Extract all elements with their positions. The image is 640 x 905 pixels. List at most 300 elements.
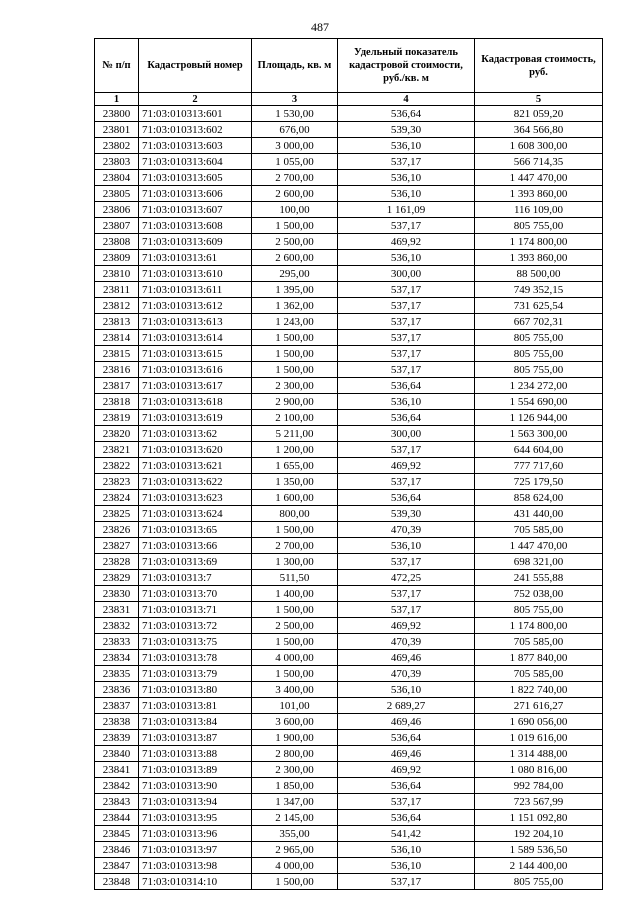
table-row [95, 474, 603, 490]
table-row [95, 106, 603, 122]
cadastral-number-cell: 71:03:010313:75 [139, 634, 252, 650]
cadastral-number-cell: 71:03:010313:98 [139, 858, 252, 874]
cadastral-value-cell: 1 822 740,00 [475, 682, 603, 698]
cadastral-value-cell: 749 352,15 [475, 282, 603, 298]
row-number-cell: 23826 [95, 522, 139, 538]
unit-value-cell: 469,46 [338, 650, 475, 666]
row-number-cell: 23845 [95, 826, 139, 842]
unit-value-cell: 470,39 [338, 522, 475, 538]
cadastral-number-cell: 71:03:010313:622 [139, 474, 252, 490]
cadastral-number-cell: 71:03:010313:7 [139, 570, 252, 586]
table-row [95, 346, 603, 362]
row-number-cell: 23811 [95, 282, 139, 298]
cadastral-number-cell: 71:03:010313:607 [139, 202, 252, 218]
unit-value-cell: 537,17 [338, 362, 475, 378]
cadastral-number-cell: 71:03:010313:84 [139, 714, 252, 730]
row-number-cell: 23839 [95, 730, 139, 746]
cadastral-value-cell: 805 755,00 [475, 362, 603, 378]
cadastral-number-cell: 71:03:010313:81 [139, 698, 252, 714]
table-row [95, 202, 603, 218]
table-row [95, 218, 603, 234]
table-row [95, 442, 603, 458]
unit-value-cell: 537,17 [338, 794, 475, 810]
cadastral-number-cell: 71:03:010313:69 [139, 554, 252, 570]
cadastre-table [94, 38, 603, 890]
area-cell: 2 900,00 [252, 394, 338, 410]
unit-value-cell: 536,10 [338, 682, 475, 698]
cadastral-value-cell: 777 717,60 [475, 458, 603, 474]
area-cell: 2 100,00 [252, 410, 338, 426]
cadastral-value-cell: 644 604,00 [475, 442, 603, 458]
area-cell: 2 800,00 [252, 746, 338, 762]
row-number-cell: 23819 [95, 410, 139, 426]
table-row [95, 602, 603, 618]
table-body [95, 106, 603, 890]
row-number-cell: 23843 [95, 794, 139, 810]
cadastral-number-cell: 71:03:010313:624 [139, 506, 252, 522]
table-row [95, 858, 603, 874]
cadastral-value-cell: 1 080 816,00 [475, 762, 603, 778]
cadastral-number-cell: 71:03:010313:71 [139, 602, 252, 618]
unit-value-cell: 469,92 [338, 234, 475, 250]
row-number-cell: 23807 [95, 218, 139, 234]
area-cell: 1 530,00 [252, 106, 338, 122]
table-row [95, 698, 603, 714]
unit-value-cell: 536,10 [338, 858, 475, 874]
row-number-cell: 23806 [95, 202, 139, 218]
cadastral-value-cell: 667 702,31 [475, 314, 603, 330]
area-cell: 1 500,00 [252, 522, 338, 538]
area-cell: 1 347,00 [252, 794, 338, 810]
row-number-cell: 23821 [95, 442, 139, 458]
cadastral-number-cell: 71:03:010313:602 [139, 122, 252, 138]
cadastral-number-cell: 71:03:010313:608 [139, 218, 252, 234]
table-row [95, 730, 603, 746]
area-cell: 1 200,00 [252, 442, 338, 458]
row-number-cell: 23842 [95, 778, 139, 794]
cadastral-value-cell: 1 554 690,00 [475, 394, 603, 410]
unit-value-cell: 536,64 [338, 378, 475, 394]
cadastral-value-cell: 1 393 860,00 [475, 250, 603, 266]
cadastral-number-cell: 71:03:010313:62 [139, 426, 252, 442]
row-number-cell: 23818 [95, 394, 139, 410]
row-number-cell: 23844 [95, 810, 139, 826]
cadastral-number-cell: 71:03:010313:61 [139, 250, 252, 266]
cadastral-number-cell: 71:03:010313:610 [139, 266, 252, 282]
area-cell: 2 500,00 [252, 618, 338, 634]
table-row [95, 410, 603, 426]
unit-value-cell: 1 161,09 [338, 202, 475, 218]
table-header [95, 39, 603, 106]
cadastral-number-cell: 71:03:010313:620 [139, 442, 252, 458]
row-number-cell: 23831 [95, 602, 139, 618]
cadastral-number-cell: 71:03:010313:604 [139, 154, 252, 170]
cadastral-value-cell: 2 144 400,00 [475, 858, 603, 874]
cadastral-number-cell: 71:03:010313:72 [139, 618, 252, 634]
cadastral-number-cell: 71:03:010313:611 [139, 282, 252, 298]
unit-value-cell: 537,17 [338, 586, 475, 602]
cadastral-number-cell: 71:03:010313:95 [139, 810, 252, 826]
unit-value-cell: 472,25 [338, 570, 475, 586]
unit-value-cell: 537,17 [338, 554, 475, 570]
row-number-cell: 23834 [95, 650, 139, 666]
area-cell: 2 600,00 [252, 250, 338, 266]
area-cell: 100,00 [252, 202, 338, 218]
cadastral-value-cell: 1 151 092,80 [475, 810, 603, 826]
table-row [95, 810, 603, 826]
table-row [95, 314, 603, 330]
cadastral-value-cell: 1 447 470,00 [475, 170, 603, 186]
cadastral-number-cell: 71:03:010313:613 [139, 314, 252, 330]
table-row [95, 570, 603, 586]
cadastral-number-cell: 71:03:010313:603 [139, 138, 252, 154]
area-cell: 1 395,00 [252, 282, 338, 298]
row-number-cell: 23817 [95, 378, 139, 394]
table-row [95, 634, 603, 650]
unit-value-cell: 537,17 [338, 298, 475, 314]
unit-value-cell: 300,00 [338, 266, 475, 282]
cadastral-value-cell: 1 877 840,00 [475, 650, 603, 666]
cadastral-value-cell: 705 585,00 [475, 634, 603, 650]
area-cell: 1 500,00 [252, 218, 338, 234]
area-cell: 2 300,00 [252, 762, 338, 778]
area-cell: 3 400,00 [252, 682, 338, 698]
unit-value-cell: 469,92 [338, 458, 475, 474]
cadastral-value-cell: 1 174 800,00 [475, 618, 603, 634]
cadastral-value-cell: 731 625,54 [475, 298, 603, 314]
cadastral-value-cell: 116 109,00 [475, 202, 603, 218]
area-cell: 1 500,00 [252, 634, 338, 650]
cadastral-value-cell: 752 038,00 [475, 586, 603, 602]
cadastral-number-cell: 71:03:010313:66 [139, 538, 252, 554]
area-cell: 1 600,00 [252, 490, 338, 506]
row-number-cell: 23805 [95, 186, 139, 202]
row-number-cell: 23808 [95, 234, 139, 250]
unit-value-cell: 537,17 [338, 314, 475, 330]
cadastral-number-cell: 71:03:010313:606 [139, 186, 252, 202]
unit-value-cell: 536,10 [338, 138, 475, 154]
table-row [95, 746, 603, 762]
row-number-cell: 23837 [95, 698, 139, 714]
unit-value-cell: 536,10 [338, 538, 475, 554]
row-number-cell: 23846 [95, 842, 139, 858]
cadastral-number-cell: 71:03:010313:80 [139, 682, 252, 698]
cadastral-number-cell: 71:03:010313:612 [139, 298, 252, 314]
area-cell: 2 600,00 [252, 186, 338, 202]
row-number-cell: 23810 [95, 266, 139, 282]
row-number-cell: 23825 [95, 506, 139, 522]
cadastral-value-cell: 1 174 800,00 [475, 234, 603, 250]
area-cell: 5 211,00 [252, 426, 338, 442]
area-cell: 676,00 [252, 122, 338, 138]
cadastral-number-cell: 71:03:010313:616 [139, 362, 252, 378]
area-cell: 355,00 [252, 826, 338, 842]
cadastral-number-cell: 71:03:010313:609 [139, 234, 252, 250]
table-row [95, 794, 603, 810]
row-number-cell: 23812 [95, 298, 139, 314]
cadastral-value-cell: 1 447 470,00 [475, 538, 603, 554]
column-number: 4 [338, 93, 475, 106]
cadastral-number-cell: 71:03:010313:78 [139, 650, 252, 666]
cadastral-number-cell: 71:03:010313:605 [139, 170, 252, 186]
area-cell: 295,00 [252, 266, 338, 282]
table-row [95, 538, 603, 554]
cadastral-value-cell: 1 608 300,00 [475, 138, 603, 154]
cadastral-value-cell: 805 755,00 [475, 346, 603, 362]
header-unit-value: Удельный показатель кадастровой стоимости, руб./кв. м [338, 39, 475, 93]
column-number: 5 [475, 93, 603, 106]
row-number-cell: 23801 [95, 122, 139, 138]
row-number-cell: 23829 [95, 570, 139, 586]
area-cell: 3 600,00 [252, 714, 338, 730]
page-number: 487 [311, 20, 329, 34]
row-number-cell: 23830 [95, 586, 139, 602]
area-cell: 1 500,00 [252, 330, 338, 346]
area-cell: 1 362,00 [252, 298, 338, 314]
area-cell: 4 000,00 [252, 650, 338, 666]
table-row [95, 234, 603, 250]
cadastral-value-cell: 1 019 616,00 [475, 730, 603, 746]
cadastral-number-cell: 71:03:010313:65 [139, 522, 252, 538]
cadastral-number-cell: 71:03:010313:614 [139, 330, 252, 346]
area-cell: 511,50 [252, 570, 338, 586]
cadastral-value-cell: 805 755,00 [475, 218, 603, 234]
table-row [95, 618, 603, 634]
unit-value-cell: 536,64 [338, 778, 475, 794]
unit-value-cell: 537,17 [338, 154, 475, 170]
cadastral-number-cell: 71:03:010313:87 [139, 730, 252, 746]
table-row [95, 282, 603, 298]
area-cell: 1 655,00 [252, 458, 338, 474]
area-cell: 4 000,00 [252, 858, 338, 874]
area-cell: 1 850,00 [252, 778, 338, 794]
table-row [95, 298, 603, 314]
row-number-cell: 23813 [95, 314, 139, 330]
area-cell: 3 000,00 [252, 138, 338, 154]
cadastral-value-cell: 1 690 056,00 [475, 714, 603, 730]
unit-value-cell: 2 689,27 [338, 698, 475, 714]
table-row [95, 170, 603, 186]
row-number-cell: 23848 [95, 874, 139, 890]
row-number-cell: 23828 [95, 554, 139, 570]
cadastral-value-cell: 705 585,00 [475, 522, 603, 538]
row-number-cell: 23823 [95, 474, 139, 490]
unit-value-cell: 537,17 [338, 874, 475, 890]
area-cell: 2 700,00 [252, 170, 338, 186]
column-number: 1 [95, 93, 139, 106]
area-cell: 800,00 [252, 506, 338, 522]
cadastral-number-cell: 71:03:010313:88 [139, 746, 252, 762]
cadastral-value-cell: 1 563 300,00 [475, 426, 603, 442]
table-row [95, 250, 603, 266]
cadastral-value-cell: 705 585,00 [475, 666, 603, 682]
cadastral-value-cell: 858 624,00 [475, 490, 603, 506]
row-number-cell: 23820 [95, 426, 139, 442]
row-number-cell: 23822 [95, 458, 139, 474]
cadastral-value-cell: 88 500,00 [475, 266, 603, 282]
row-number-cell: 23847 [95, 858, 139, 874]
cadastral-value-cell: 992 784,00 [475, 778, 603, 794]
cadastral-number-cell: 71:03:010313:96 [139, 826, 252, 842]
unit-value-cell: 469,46 [338, 746, 475, 762]
cadastral-value-cell: 1 393 860,00 [475, 186, 603, 202]
row-number-cell: 23816 [95, 362, 139, 378]
area-cell: 2 965,00 [252, 842, 338, 858]
row-number-cell: 23802 [95, 138, 139, 154]
unit-value-cell: 539,30 [338, 122, 475, 138]
header-row [95, 39, 603, 93]
unit-value-cell: 537,17 [338, 218, 475, 234]
row-number-cell: 23841 [95, 762, 139, 778]
unit-value-cell: 536,10 [338, 842, 475, 858]
area-cell: 101,00 [252, 698, 338, 714]
table-row [95, 330, 603, 346]
row-number-cell: 23838 [95, 714, 139, 730]
table-row [95, 458, 603, 474]
cadastral-value-cell: 805 755,00 [475, 602, 603, 618]
unit-value-cell: 470,39 [338, 634, 475, 650]
table-row [95, 586, 603, 602]
column-number: 2 [139, 93, 252, 106]
row-number-cell: 23800 [95, 106, 139, 122]
row-number-cell: 23824 [95, 490, 139, 506]
cadastral-number-cell: 71:03:010313:94 [139, 794, 252, 810]
unit-value-cell: 536,64 [338, 730, 475, 746]
table-row [95, 682, 603, 698]
table-row [95, 666, 603, 682]
cadastral-value-cell: 1 314 488,00 [475, 746, 603, 762]
cadastral-number-cell: 71:03:010313:618 [139, 394, 252, 410]
cadastral-number-cell: 71:03:010313:90 [139, 778, 252, 794]
unit-value-cell: 539,30 [338, 506, 475, 522]
unit-value-cell: 537,17 [338, 474, 475, 490]
cadastral-value-cell: 364 566,80 [475, 122, 603, 138]
cadastral-number-cell: 71:03:010313:617 [139, 378, 252, 394]
header-area: Площадь, кв. м [252, 39, 338, 93]
cadastral-value-cell: 725 179,50 [475, 474, 603, 490]
cadastral-number-cell: 71:03:010313:619 [139, 410, 252, 426]
cadastral-value-cell: 1 126 944,00 [475, 410, 603, 426]
cadastral-number-cell: 71:03:010313:621 [139, 458, 252, 474]
table-row [95, 842, 603, 858]
cadastral-number-cell: 71:03:010313:89 [139, 762, 252, 778]
unit-value-cell: 536,64 [338, 490, 475, 506]
row-number-cell: 23814 [95, 330, 139, 346]
table-row [95, 650, 603, 666]
table-row [95, 186, 603, 202]
cadastral-value-cell: 805 755,00 [475, 874, 603, 890]
cadastral-value-cell: 431 440,00 [475, 506, 603, 522]
column-number: 3 [252, 93, 338, 106]
unit-value-cell: 537,17 [338, 330, 475, 346]
unit-value-cell: 537,17 [338, 282, 475, 298]
area-cell: 2 300,00 [252, 378, 338, 394]
cadastral-number-cell: 71:03:010313:70 [139, 586, 252, 602]
table-row [95, 506, 603, 522]
row-number-cell: 23804 [95, 170, 139, 186]
row-number-cell: 23827 [95, 538, 139, 554]
area-cell: 1 500,00 [252, 602, 338, 618]
cadastral-value-cell: 1 589 536,50 [475, 842, 603, 858]
area-cell: 1 243,00 [252, 314, 338, 330]
header-cadastral-number: Кадастровый номер [139, 39, 252, 93]
area-cell: 1 500,00 [252, 666, 338, 682]
area-cell: 1 300,00 [252, 554, 338, 570]
area-cell: 2 145,00 [252, 810, 338, 826]
area-cell: 1 055,00 [252, 154, 338, 170]
unit-value-cell: 470,39 [338, 666, 475, 682]
cadastral-value-cell: 192 204,10 [475, 826, 603, 842]
header-cadastral-value: Кадастровая стоимость, руб. [475, 39, 603, 93]
unit-value-cell: 537,17 [338, 442, 475, 458]
cadastral-number-cell: 71:03:010314:10 [139, 874, 252, 890]
row-number-cell: 23836 [95, 682, 139, 698]
area-cell: 1 350,00 [252, 474, 338, 490]
unit-value-cell: 536,64 [338, 810, 475, 826]
cadastral-number-cell: 71:03:010313:97 [139, 842, 252, 858]
unit-value-cell: 536,10 [338, 250, 475, 266]
cadastral-number-cell: 71:03:010313:601 [139, 106, 252, 122]
table-row [95, 490, 603, 506]
row-number-cell: 23815 [95, 346, 139, 362]
table-row [95, 826, 603, 842]
cadastral-value-cell: 723 567,99 [475, 794, 603, 810]
table-row [95, 522, 603, 538]
table-row [95, 394, 603, 410]
cadastral-number-cell: 71:03:010313:615 [139, 346, 252, 362]
row-number-cell: 23833 [95, 634, 139, 650]
area-cell: 2 700,00 [252, 538, 338, 554]
unit-value-cell: 536,64 [338, 106, 475, 122]
table-row [95, 426, 603, 442]
cadastral-value-cell: 821 059,20 [475, 106, 603, 122]
table-row [95, 362, 603, 378]
row-number-cell: 23832 [95, 618, 139, 634]
table-row [95, 154, 603, 170]
unit-value-cell: 536,64 [338, 410, 475, 426]
area-cell: 1 400,00 [252, 586, 338, 602]
cadastral-number-cell: 71:03:010313:623 [139, 490, 252, 506]
table-row [95, 762, 603, 778]
unit-value-cell: 469,92 [338, 618, 475, 634]
area-cell: 1 500,00 [252, 362, 338, 378]
header-row-number: № п/п [95, 39, 139, 93]
unit-value-cell: 537,17 [338, 346, 475, 362]
unit-value-cell: 537,17 [338, 602, 475, 618]
table-row [95, 714, 603, 730]
row-number-cell: 23803 [95, 154, 139, 170]
unit-value-cell: 536,10 [338, 186, 475, 202]
area-cell: 1 500,00 [252, 874, 338, 890]
row-number-cell: 23809 [95, 250, 139, 266]
cadastral-number-cell: 71:03:010313:79 [139, 666, 252, 682]
row-number-cell: 23840 [95, 746, 139, 762]
cadastral-value-cell: 698 321,00 [475, 554, 603, 570]
table-row [95, 378, 603, 394]
table-row [95, 554, 603, 570]
cadastral-value-cell: 1 234 272,00 [475, 378, 603, 394]
table-row [95, 778, 603, 794]
table-row [95, 874, 603, 890]
unit-value-cell: 469,92 [338, 762, 475, 778]
area-cell: 1 900,00 [252, 730, 338, 746]
cadastral-value-cell: 241 555,88 [475, 570, 603, 586]
column-number-row [95, 93, 603, 106]
area-cell: 2 500,00 [252, 234, 338, 250]
cadastral-value-cell: 805 755,00 [475, 330, 603, 346]
unit-value-cell: 541,42 [338, 826, 475, 842]
cadastral-value-cell: 566 714,35 [475, 154, 603, 170]
